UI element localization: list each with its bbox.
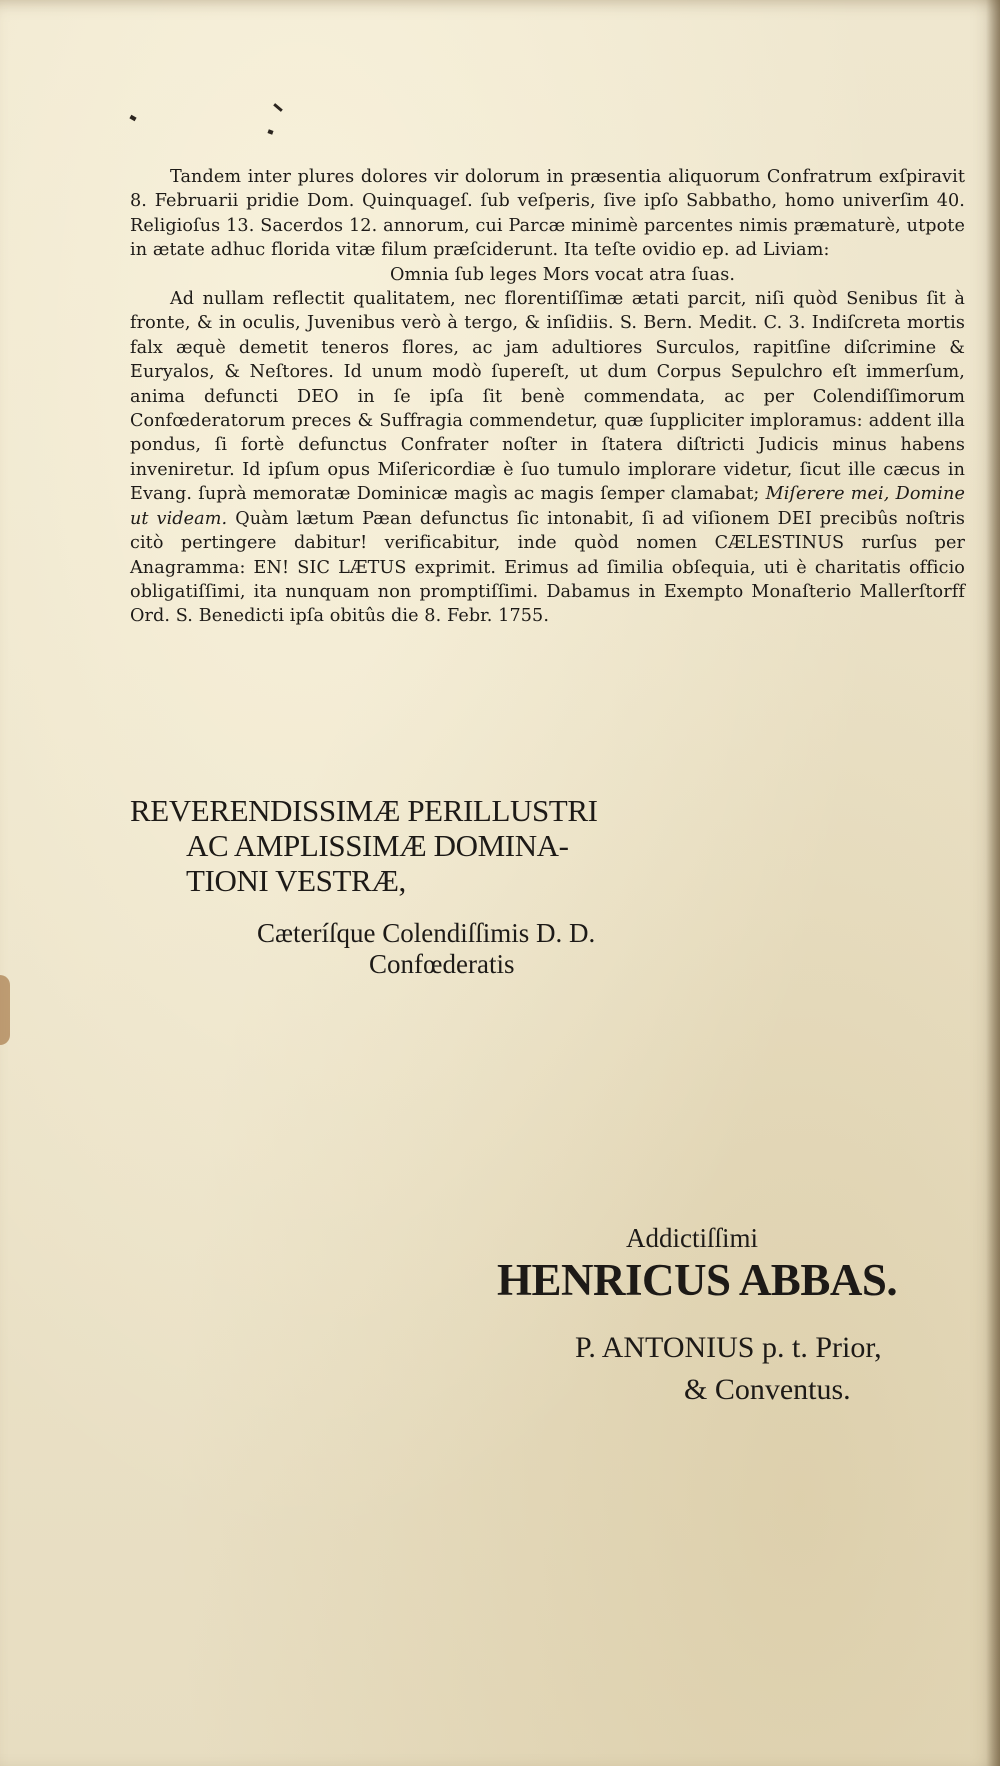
paragraph-2-part-a: Ad nullam reflectit qualitatem, nec florentiſſimæ ætati parcit, niſi quòd Senibus ſit à fronte, & in oculis, Juvenibus verò à tergo, & inſidiis. S. Bern. Medit. C. 3. Indiſcreta mortis falx æquè demetit teneros flores, ac jam adultiores Surculos, rapitſine diſcrimine & Euryalos, & Neſtores. Id unum modò ſupereſt, ut dum Corpus Sepulchro eſt immerſum, anima defuncti DEO in ſe ipſa ſit benè commendata, ac per Colendiſſimorum Confœderatorum preces & Suffragia commendetur, quæ ſuppliciter imploramus: addent illa pondus, ſi fortè defunctus Confrater noſter in ſtatera diſtricti Judicis minus habens inveniretur. Id ipſum opus Miſericordiæ è ſuo tumulo implorare videtur, ſicut ille cæcus in Evang. ſuprà memoratæ Dominicæ magìs ac magis ſemper clamabat; [130,289,965,505]
signature-abbot: HENRICUS ABBAS. [497,1255,898,1305]
colleagues-line-2: Confœderatis [369,949,515,979]
colleagues-line-1: Cæteríſque Colendiſſimis D. D. [257,918,596,948]
salutation-line-3: TIONI VESTRÆ, [186,863,406,898]
verse-quote: Omnia ſub leges Mors vocat atra ſuas. [389,264,736,285]
ink-speck [267,129,273,134]
paragraph-2-part-b: Quàm lætum Pæan defunctus ſic intonabit, ſi ad viſionem DEI precibûs noſtris citò pertingere dabitur! verificabitur, inde quòd nomen CÆLESTINUS rurſus per Anagramma: EN! SIC LÆTUS exprimit. Erimus ad ſimilia obſequia, uti è charitatis officio obligatiſſimi, ita nunquam non promptiſſimi. Dabamus in Exempto Monaſterio Mallerſtorff Ord. S. Benedicti ipſa obitûs die 8. Febr. 1755. [130,508,965,627]
paragraph-2 [130,287,965,629]
ink-speck [273,103,283,112]
page-stain [0,975,10,1045]
signature-prior: P. ANTONIUS p. t. Prior, [575,1331,882,1364]
page-edge-shadow [986,0,1000,1766]
ink-speck [129,115,136,121]
paragraph-2-italic-quote: Miſerere mei, Domine ut videam. [130,484,965,529]
salutation-line-2: AC AMPLISSIMÆ DOMINA- [186,828,569,863]
signature-convent: & Conventus. [684,1373,851,1406]
paragraph-1: Tandem inter plures dolores vir dolorum in præsentia aliquorum Confratrum exſpiravit 8. Februarii pridie Dom. Quinquageſ. ſub veſperis, ſive ipſo Sabbatho, homo univerſim 40. Religioſus 13. Sacerdos 12. annorum, cui Parcæ minimè parcentes nimis præmaturè, utpote in ætate adhuc florida vitæ filum præſciderunt. Ita teſte ovidio ep. ad Liviam: [130,167,965,261]
salutation-line-1: REVERENDISSIMÆ PERILLUSTRI [130,793,598,828]
signature-addictissimi: Addictiſſimi [626,1223,758,1253]
letter-body [130,165,965,629]
salutation [130,793,598,898]
colleagues-greeting [257,918,757,980]
